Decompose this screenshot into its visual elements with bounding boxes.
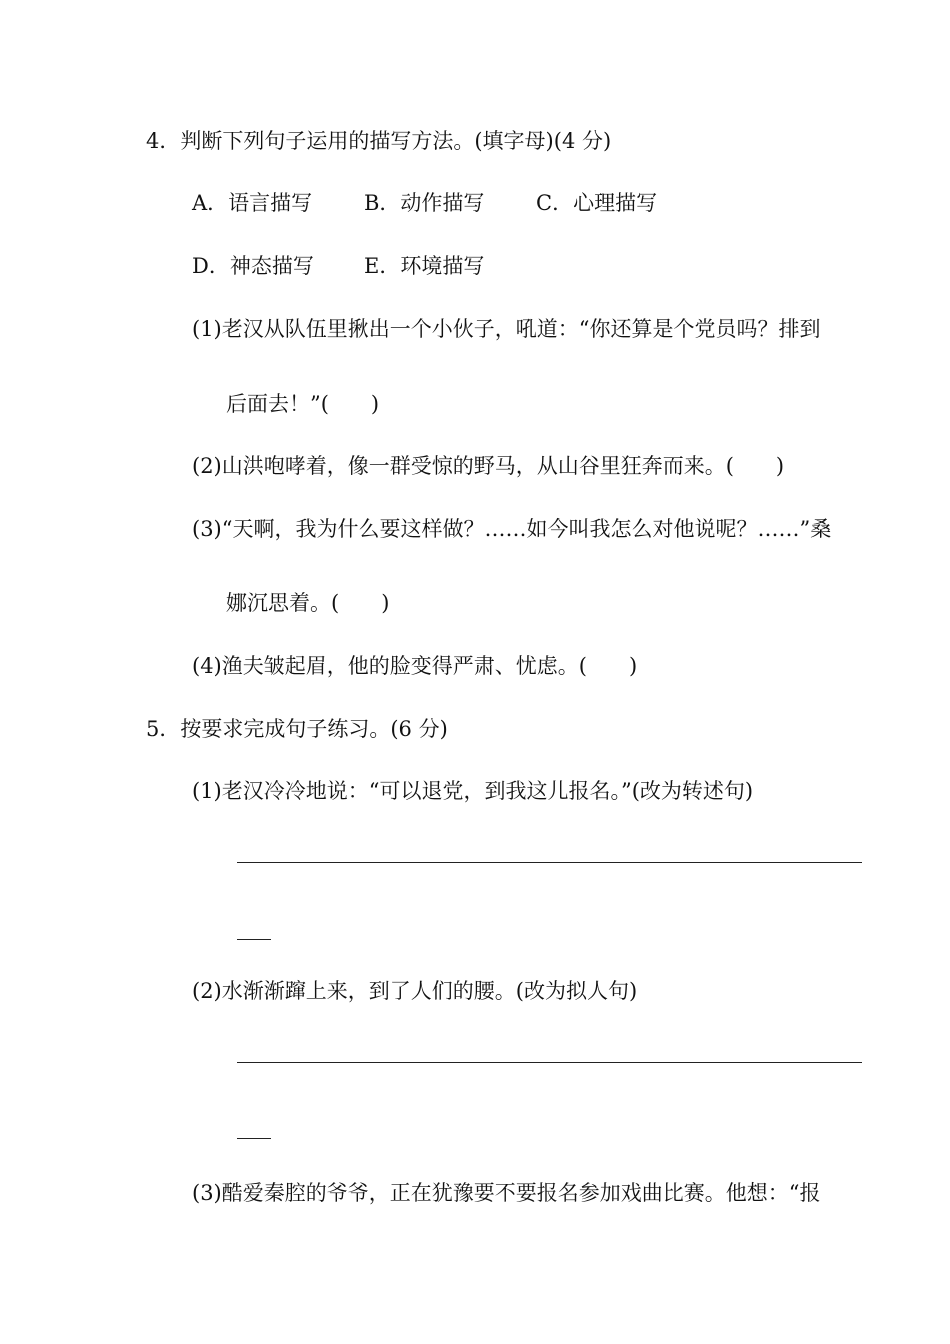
option-e: E．环境描写 bbox=[364, 254, 485, 278]
q5-item-1: (1)老汉冷冷地说：“可以退党，到我这儿报名。”(改为转述句) bbox=[192, 779, 754, 803]
q4-item-1-line-1: (1)老汉从队伍里揪出一个小伙子，吼道：“你还算是个党员吗？排到 bbox=[192, 317, 821, 341]
option-a: A．语言描写 bbox=[192, 191, 313, 215]
question-4-title: 4．判断下列句子运用的描写方法。(填字母)(4 分) bbox=[146, 129, 612, 153]
answer-line-2-end[interactable] bbox=[237, 1138, 271, 1139]
options-row-2 bbox=[192, 251, 484, 281]
options-row-1 bbox=[192, 188, 657, 218]
q5-item-3: (3)酷爱秦腔的爷爷，正在犹豫要不要报名参加戏曲比赛。他想：“报 bbox=[192, 1181, 821, 1205]
q4-item-2: (2)山洪咆哮着，像一群受惊的野马，从山谷里狂奔而来。( ) bbox=[192, 454, 785, 478]
answer-line-1-end[interactable] bbox=[237, 939, 271, 940]
option-c: C．心理描写 bbox=[536, 191, 658, 215]
q5-item-2: (2)水渐渐蹿上来，到了人们的腰。(改为拟人句) bbox=[192, 979, 638, 1003]
q4-item-1-line-2: 后面去！”( ) bbox=[226, 392, 380, 416]
option-d: D．神态描写 bbox=[192, 254, 314, 278]
question-5-title: 5．按要求完成句子练习。(6 分) bbox=[146, 717, 448, 741]
q4-item-4: (4)渔夫皱起眉，他的脸变得严肃、忧虑。( ) bbox=[192, 654, 638, 678]
q4-item-3-line-1: (3)“天啊，我为什么要这样做？……如今叫我怎么对他说呢？……”桑 bbox=[192, 517, 832, 541]
q4-item-3-line-2: 娜沉思着。( ) bbox=[226, 591, 390, 615]
option-b: B．动作描写 bbox=[364, 191, 485, 215]
answer-line-1[interactable] bbox=[237, 862, 862, 863]
answer-line-2[interactable] bbox=[237, 1062, 862, 1063]
